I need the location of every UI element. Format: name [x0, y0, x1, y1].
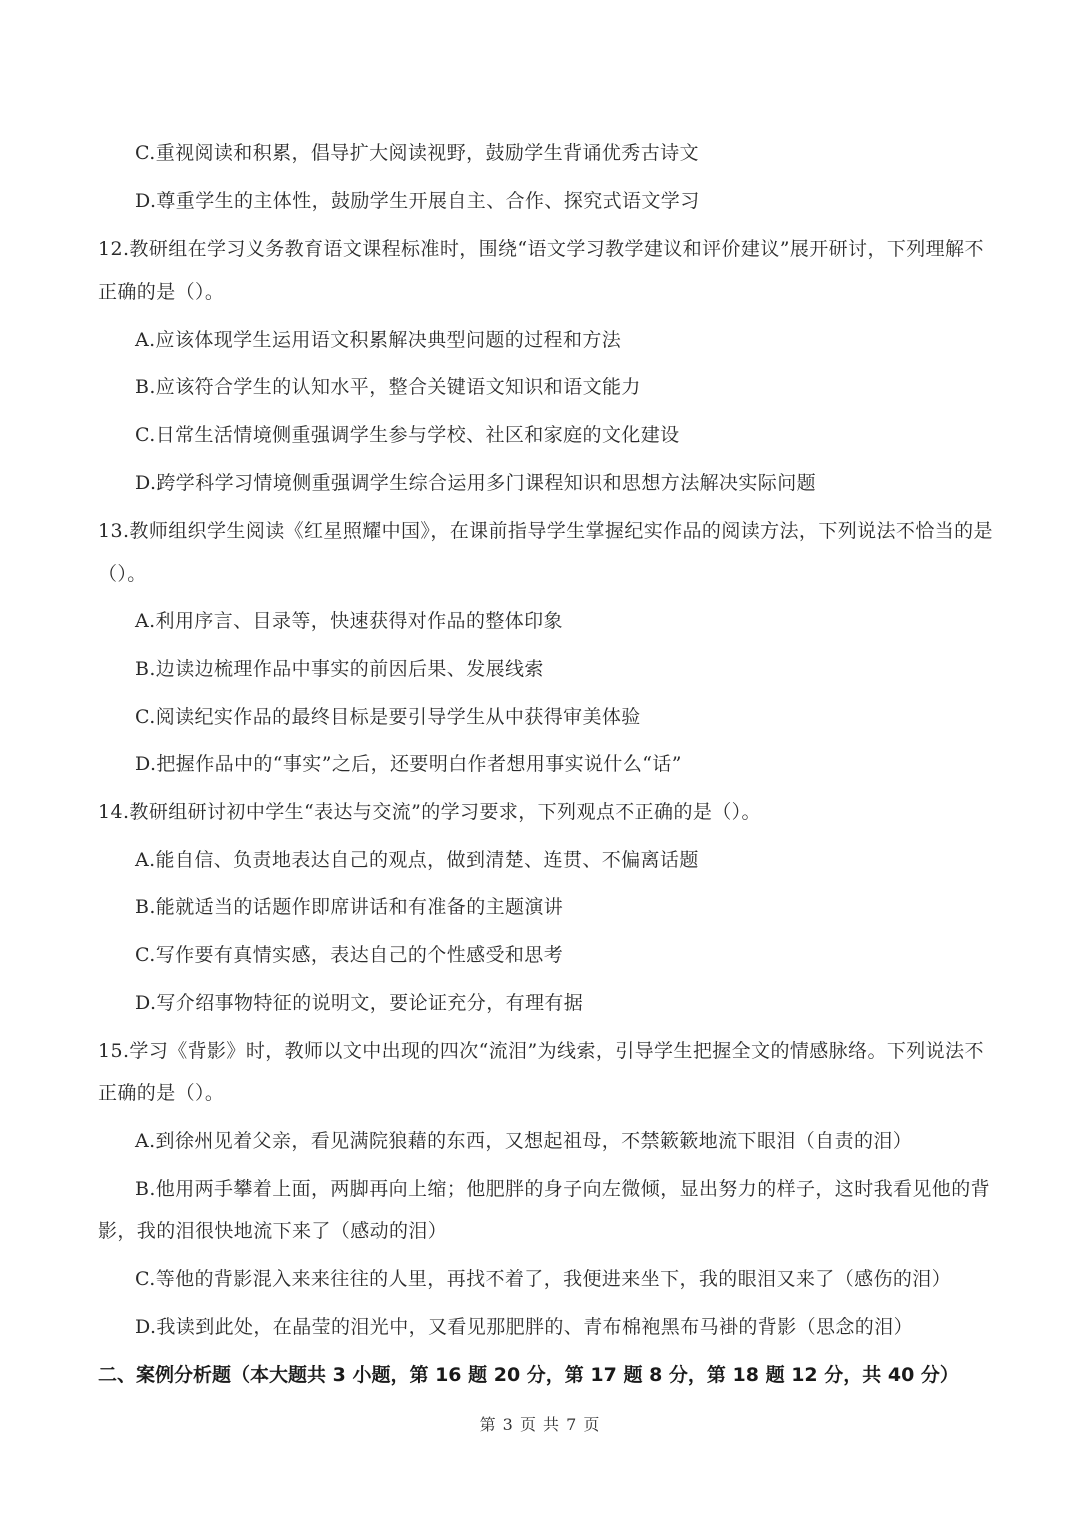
q15-option-b-continued: 影，我的泪很快地流下来了（感动的泪）: [98, 1220, 448, 1242]
q12-option-a: A.应该体现学生运用语文积累解决典型问题的过程和方法: [135, 329, 622, 351]
q14-option-a: A.能自信、负责地表达自己的观点，做到清楚、连贯、不偏离话题: [135, 849, 699, 871]
q15-option-c: C.等他的背影混入来来往往的人里，再找不着了，我便进来坐下，我的眼泪又来了（感伤的泪）: [135, 1268, 952, 1290]
q14-option-d: D.写介绍事物特征的说明文，要论证充分，有理有据: [135, 992, 584, 1014]
q14-stem: 14.教研组研讨初中学生“表达与交流”的学习要求，下列观点不正确的是（）。: [98, 801, 761, 823]
q13-stem-continued: （）。: [98, 563, 147, 585]
q15-option-d: D.我读到此处，在晶莹的泪光中，又看见那肥胖的、青布棉袍黑布马褂的背影（思念的泪）: [135, 1316, 913, 1338]
section-heading: 二、案例分析题（本大题共 3 小题，第 16 题 20 分，第 17 题 8 分，第 18 题 12 分，共 40 分）: [98, 1364, 959, 1386]
page-number: 第 3 页 共 7 页: [479, 1415, 601, 1434]
q15-option-a: A.到徐州见着父亲，看见满院狼藉的东西，又想起祖母，不禁簌簌地流下眼泪（自责的泪）: [135, 1130, 913, 1152]
q15-option-b: B.他用两手攀着上面，两脚再向上缩；他肥胖的身子向左微倾，显出努力的样子，这时我看见他的背: [135, 1178, 991, 1200]
q14-option-b: B.能就适当的话题作即席讲话和有准备的主题演讲: [135, 896, 564, 918]
q12-option-c: C.日常生活情境侧重强调学生参与学校、社区和家庭的文化建设: [135, 424, 680, 446]
q12-stem-continued: 正确的是（）。: [98, 281, 225, 303]
q14-option-c: C.写作要有真情实感，表达自己的个性感受和思考: [135, 944, 564, 966]
q11-option-c: C.重视阅读和积累，倡导扩大阅读视野，鼓励学生背诵优秀古诗文: [135, 142, 699, 164]
q12-option-b: B.应该符合学生的认知水平，整合关键语文知识和语文能力: [135, 376, 641, 398]
q13-stem: 13.教师组织学生阅读《红星照耀中国》，在课前指导学生掌握纪实作品的阅读方法，下列说法不恰当的是: [98, 520, 993, 542]
q13-option-d: D.把握作品中的“事实”之后，还要明白作者想用事实说什么“话”: [135, 753, 682, 775]
q12-stem: 12.教研组在学习义务教育语文课程标准时，围绕“语文学习教学建议和评价建议”展开研讨，下列理解不: [98, 238, 984, 260]
q13-option-a: A.利用序言、目录等，快速获得对作品的整体印象: [135, 610, 563, 632]
q13-option-b: B.边读边梳理作品中事实的前因后果、发展线索: [135, 658, 544, 680]
q15-stem: 15.学习《背影》时，教师以文中出现的四次“流泪”为线索，引导学生把握全文的情感脉络。下列说法不: [98, 1040, 984, 1062]
q12-option-d: D.跨学科学习情境侧重强调学生综合运用多门课程知识和思想方法解决实际问题: [135, 472, 816, 494]
q15-stem-continued: 正确的是（）。: [98, 1082, 225, 1104]
q11-option-d: D.尊重学生的主体性，鼓励学生开展自主、合作、探究式语文学习: [135, 190, 700, 212]
q13-option-c: C.阅读纪实作品的最终目标是要引导学生从中获得审美体验: [135, 706, 641, 728]
